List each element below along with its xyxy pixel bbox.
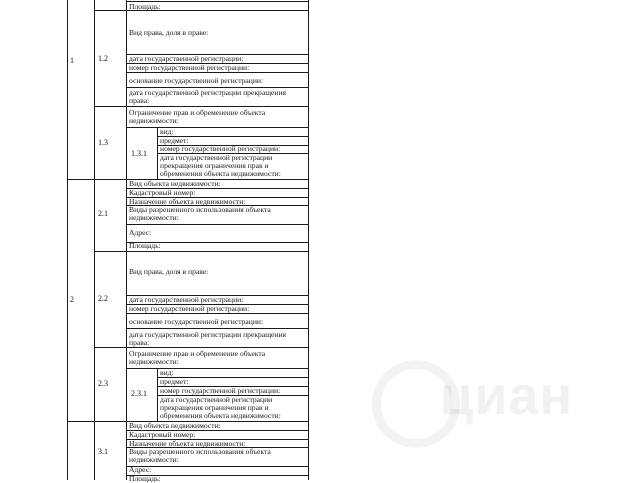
permitted-use-label: недвижимости: bbox=[129, 455, 179, 464]
item-number: 1.3.1 bbox=[131, 149, 147, 158]
row-divider bbox=[94, 10, 308, 11]
section-number: 1 bbox=[70, 56, 74, 65]
row-divider bbox=[126, 328, 308, 329]
reg-date-label: обременения объекта недвижимости: bbox=[160, 411, 281, 420]
cadastral-label: Кадастровый номер: bbox=[129, 188, 196, 197]
reg-date-label: обременения объекта недвижимости: bbox=[160, 169, 281, 178]
object-type-label: Вид объекта недвижимости: bbox=[129, 421, 221, 430]
subsection-number: 1.2 bbox=[98, 54, 108, 63]
cadastral-label: Кадастровый номер: bbox=[129, 430, 196, 439]
kind-label: вид: bbox=[160, 127, 174, 136]
column-divider bbox=[67, 0, 68, 480]
encumbrance-title: Ограничение прав и обременение объекта bbox=[129, 349, 266, 358]
termination-date-label: дата государственной регистрации прекращения bbox=[129, 88, 287, 97]
encumbrance-title: недвижимости: bbox=[129, 357, 179, 366]
reg-number-label: номер государственной регистрации: bbox=[160, 144, 281, 153]
reg-date-label: прекращения ограничения прав и bbox=[160, 161, 269, 170]
row-divider bbox=[126, 127, 308, 128]
column-divider bbox=[94, 0, 95, 480]
area-label: Площадь: bbox=[129, 474, 161, 483]
object-type-label: Вид объекта недвижимости: bbox=[129, 179, 221, 188]
purpose-label: Назначение объекта недвижимости: bbox=[129, 439, 246, 448]
reg-number-label: номер государственной регистрации: bbox=[160, 386, 281, 395]
subsection-number: 1.3 bbox=[98, 138, 108, 147]
subsection-number: 3.1 bbox=[98, 447, 108, 456]
area-label: Площадь: bbox=[129, 241, 161, 250]
encumbrance-title: Ограничение прав и обременение объекта bbox=[129, 108, 266, 117]
row-divider bbox=[94, 347, 308, 348]
address-label: Адрес: bbox=[129, 228, 152, 237]
encumbrance-title: недвижимости: bbox=[129, 116, 179, 125]
column-divider bbox=[308, 0, 309, 480]
reg-basis-label: основание государственной регистрации: bbox=[129, 317, 264, 326]
row-divider bbox=[126, 368, 308, 369]
row-divider bbox=[126, 224, 308, 225]
reg-number-label: номер государственной регистрации: bbox=[129, 63, 250, 72]
address-label: Адрес: bbox=[129, 465, 152, 474]
reg-date-label: прекращения ограничения прав и bbox=[160, 403, 269, 412]
right-type-label: Вид права, доля в праве: bbox=[129, 267, 209, 276]
row-divider bbox=[94, 106, 308, 107]
watermark-brand: циан bbox=[440, 366, 574, 426]
termination-date-label: права: bbox=[129, 338, 150, 347]
subject-label: предмет: bbox=[160, 136, 189, 145]
subsection-number: 2.1 bbox=[98, 209, 108, 218]
permitted-use-label: Виды разрешенного использования объекта bbox=[129, 205, 271, 214]
reg-basis-label: основание государственной регистрации: bbox=[129, 76, 264, 85]
termination-date-label: дата государственной регистрации прекращения bbox=[129, 330, 287, 339]
reg-number-label: номер государственной регистрации: bbox=[129, 304, 250, 313]
kind-label: вид: bbox=[160, 368, 174, 377]
section-number: 2 bbox=[70, 295, 74, 304]
permitted-use-label: недвижимости: bbox=[129, 213, 179, 222]
item-number: 2.3.1 bbox=[131, 389, 147, 398]
subsection-number: 2.3 bbox=[98, 379, 108, 388]
purpose-label: Назначение объекта недвижимости: bbox=[129, 197, 246, 206]
subject-label: предмет: bbox=[160, 377, 189, 386]
permitted-use-label: Виды разрешенного использования объекта bbox=[129, 447, 271, 456]
reg-date-label: дата государственной регистрации bbox=[160, 153, 273, 162]
row-divider bbox=[126, 466, 308, 467]
reg-date-label: дата государственной регистрации: bbox=[129, 295, 244, 304]
reg-date-label: дата государственной регистрации: bbox=[129, 54, 244, 63]
right-type-label: Вид права, доля в праве: bbox=[129, 28, 209, 37]
reg-date-label: дата государственной регистрации bbox=[160, 395, 273, 404]
subsection-number: 2.2 bbox=[98, 294, 108, 303]
area-label: Площадь: bbox=[129, 2, 161, 11]
row-divider bbox=[94, 251, 308, 252]
termination-date-label: права: bbox=[129, 96, 150, 105]
